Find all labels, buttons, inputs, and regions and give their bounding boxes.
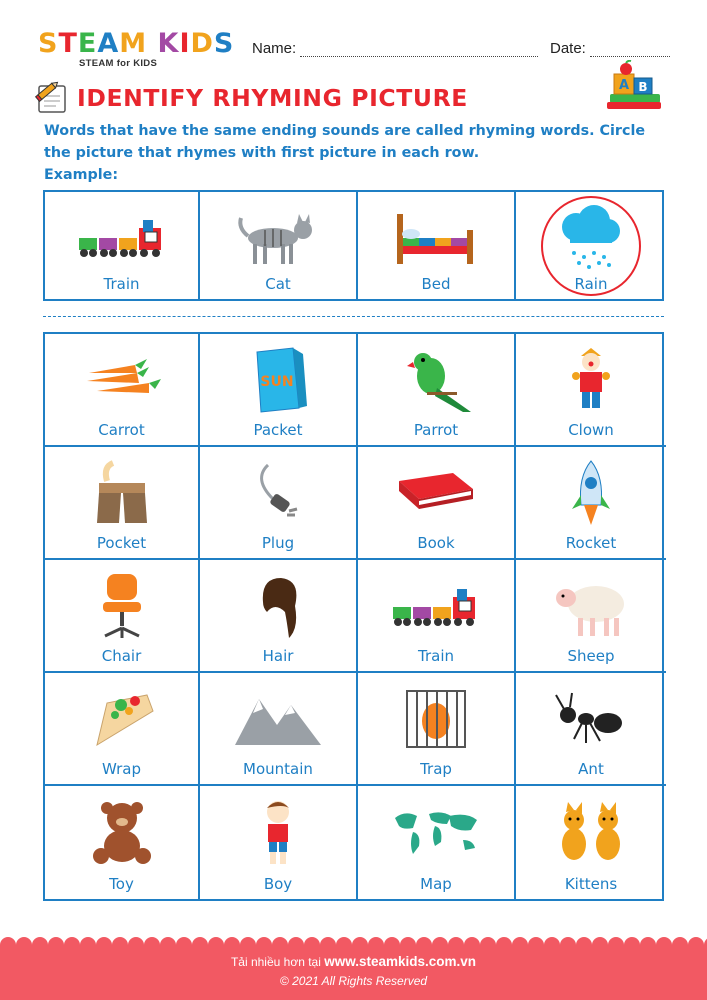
pencil-paper-icon [34,80,70,114]
picture-label: Boy [263,875,293,893]
sheep-icon[interactable] [546,572,636,642]
picture-cell[interactable] [45,192,200,299]
logo-letter: E [77,28,98,59]
picture-cell[interactable] [358,334,516,447]
picture-label: Train [103,275,140,293]
picture-label: Sheep [567,647,615,665]
picture-cell[interactable] [358,786,516,899]
logo-letter: T [58,28,78,59]
boy-icon[interactable] [233,798,323,868]
picture-label: Rain [574,275,608,293]
svg-text:A: A [618,78,630,93]
picture-label: Wrap [101,760,142,778]
picture-label: Chair [101,647,142,665]
example-label: Example: [44,167,119,183]
book-icon[interactable] [391,459,481,529]
picture-label: Map [420,875,452,893]
world-map-icon[interactable] [391,798,481,868]
picture-cell[interactable] [45,560,200,673]
footer-prefix: Tải nhiều hơn tại [230,955,321,969]
picture-cell[interactable] [200,447,358,560]
wrap-icon[interactable] [77,685,167,755]
picture-cell[interactable] [516,560,666,673]
logo-letter: A [97,28,120,59]
picture-label: Book [417,534,455,552]
cat-icon[interactable] [233,202,323,274]
dashed-divider [43,316,664,317]
instructions-text: Words that have the same ending sounds are called rhyming words. Circle the picture that rhymes with first picture in each row. [44,123,646,161]
books-apple-icon [604,60,664,112]
plug-icon[interactable] [233,459,323,529]
logo-wordmark [38,30,238,58]
picture-cell[interactable] [45,786,200,899]
picture-label: Mountain [243,760,313,778]
picture-cell[interactable] [516,192,666,299]
name-field[interactable] [252,40,538,57]
logo-letter: M [119,28,148,59]
logo-letter: S [38,28,59,59]
hair-icon[interactable] [233,572,323,642]
picture-cell[interactable] [45,334,200,447]
picture-cell[interactable] [516,334,666,447]
picture-cell[interactable] [516,786,666,899]
picture-label: Bed [421,275,451,293]
carrot-icon[interactable] [77,346,167,416]
picture-label: Plug [261,534,295,552]
date-label: Date: [550,40,586,57]
picture-cell[interactable] [200,192,358,299]
picture-cell[interactable] [200,560,358,673]
parrot-icon[interactable] [391,346,481,416]
picture-cell[interactable] [200,673,358,786]
chair-icon[interactable] [77,572,167,642]
picture-label: Cat [265,275,291,293]
logo-letter: S [213,28,235,59]
date-line[interactable] [590,43,670,57]
picture-label: Rocket [565,534,617,552]
svg-text:B: B [638,80,648,94]
picture-cell[interactable] [200,334,358,447]
logo-letter: K [157,28,180,59]
packet-icon[interactable] [233,346,323,416]
footer [0,945,707,1000]
picture-label: Toy [109,875,134,893]
picture-label: Parrot [413,421,459,439]
picture-label: Clown [568,421,614,439]
logo-letter: D [190,28,214,59]
picture-label: Train [418,647,454,665]
bed-icon[interactable] [391,202,481,274]
footer-scallop-edge [0,937,707,953]
picture-cell[interactable] [45,673,200,786]
picture-label: Packet [253,421,303,439]
picture-cell[interactable] [516,673,666,786]
picture-label: Ant [578,760,604,778]
logo-tagline: STEAM for KIDS [79,58,158,69]
picture-label: Kittens [564,875,618,893]
date-field[interactable] [550,40,670,57]
rocket-icon[interactable] [546,459,636,529]
logo-letter [147,30,157,58]
steam-kids-logo [38,30,238,70]
picture-cell[interactable] [358,192,516,299]
teddy-bear-icon[interactable] [77,798,167,868]
logo-letter: I [179,28,191,59]
worksheet-title: IDENTIFY RHYMING PICTURE [77,84,468,112]
trap-cage-icon[interactable] [391,685,481,755]
picture-label: Pocket [96,534,147,552]
pocket-shorts-icon[interactable] [77,459,167,529]
mountain-icon[interactable] [233,685,323,755]
picture-label: Trap [420,760,452,778]
picture-cell[interactable] [358,447,516,560]
picture-cell[interactable] [358,673,516,786]
svg-text:SUN: SUN [260,374,294,390]
picture-label: Hair [262,647,294,665]
kittens-icon[interactable] [546,798,636,868]
footer-link-line [0,954,707,969]
footer-copyright: © 2021 All Rights Reserved [279,974,428,988]
rhyming-grid [43,332,664,901]
example-grid [43,190,664,301]
rain-cloud-icon[interactable] [546,202,636,274]
clown-icon[interactable] [546,346,636,416]
picture-cell[interactable] [45,447,200,560]
picture-cell[interactable] [516,447,666,560]
toy-train-icon[interactable] [391,572,481,642]
name-label: Name: [252,40,297,57]
name-line[interactable] [300,43,538,57]
picture-cell[interactable] [358,560,516,673]
picture-label: Carrot [98,421,145,439]
picture-cell[interactable] [200,786,358,899]
ant-icon[interactable] [546,685,636,755]
toy-train-icon[interactable] [77,202,167,274]
footer-site-link[interactable]: www.steamkids.com.vn [324,954,477,969]
